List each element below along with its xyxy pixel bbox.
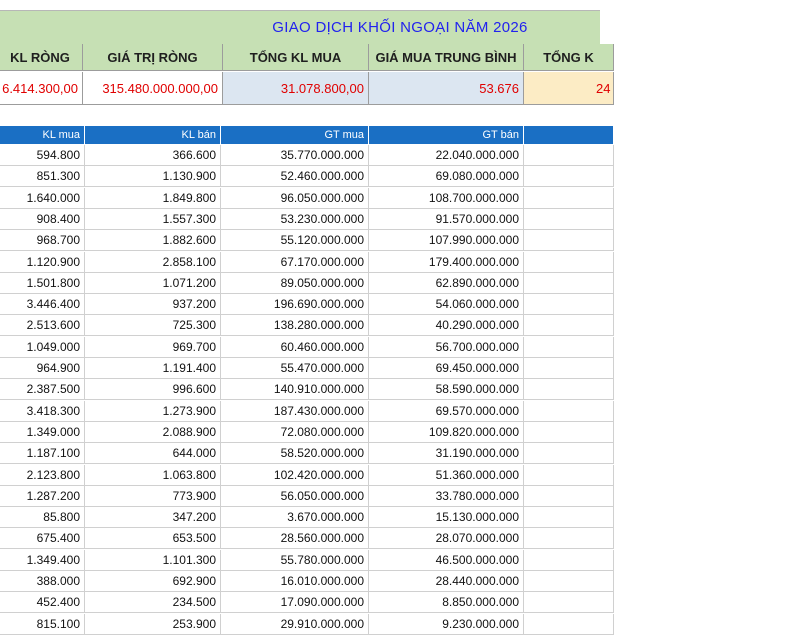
table-row <box>0 379 600 400</box>
table-cell[interactable]: 51.360.000.000 <box>369 465 524 486</box>
table-cell[interactable]: 69.080.000.000 <box>369 166 524 187</box>
table-row <box>0 507 600 528</box>
table-cell[interactable]: 1.557.300 <box>85 209 221 230</box>
table-cell[interactable]: 1.120.900 <box>0 252 85 273</box>
table-cell[interactable]: 1.287.200 <box>0 486 85 507</box>
table-cell[interactable] <box>524 315 614 336</box>
table-row <box>0 145 600 166</box>
table-cell[interactable]: 2.387.500 <box>0 379 85 400</box>
table-cell[interactable]: 3.670.000.000 <box>221 507 369 528</box>
table-cell[interactable]: 1.849.800 <box>85 188 221 209</box>
table-cell[interactable]: 85.800 <box>0 507 85 528</box>
table-cell[interactable]: 1.049.000 <box>0 337 85 358</box>
table-row <box>0 188 600 209</box>
table-cell[interactable] <box>524 422 614 443</box>
table-cell[interactable]: 347.200 <box>85 507 221 528</box>
table-row <box>0 294 600 315</box>
table-row <box>0 443 600 464</box>
table-cell[interactable]: 644.000 <box>85 443 221 464</box>
table-cell[interactable] <box>524 145 614 166</box>
table-cell[interactable]: 773.900 <box>85 486 221 507</box>
table-cell[interactable] <box>524 550 614 571</box>
table-cell[interactable] <box>524 209 614 230</box>
table-cell[interactable]: 996.600 <box>85 379 221 400</box>
table-cell[interactable] <box>524 465 614 486</box>
table-cell[interactable]: 234.500 <box>85 592 221 613</box>
table-cell[interactable]: 107.990.000.000 <box>369 230 524 251</box>
summary-header-0[interactable]: KL RÒNG <box>0 44 83 71</box>
table-cell[interactable]: 53.230.000.000 <box>221 209 369 230</box>
table-row <box>0 422 600 443</box>
table-cell[interactable]: 725.300 <box>85 315 221 336</box>
column-header-0[interactable]: KL mua <box>0 126 85 144</box>
summary-value-2[interactable]: 31.078.800,00 <box>223 72 369 105</box>
table-cell[interactable]: 29.910.000.000 <box>221 614 369 635</box>
table-cell[interactable]: 33.780.000.000 <box>369 486 524 507</box>
table-cell[interactable]: 908.400 <box>0 209 85 230</box>
table-cell[interactable] <box>524 273 614 294</box>
table-cell[interactable]: 3.418.300 <box>0 401 85 422</box>
table-cell[interactable]: 58.590.000.000 <box>369 379 524 400</box>
table-cell[interactable]: 15.130.000.000 <box>369 507 524 528</box>
table-cell[interactable]: 56.050.000.000 <box>221 486 369 507</box>
table-cell[interactable] <box>524 337 614 358</box>
summary-value-1[interactable]: 315.480.000.000,00 <box>83 72 223 105</box>
table-row <box>0 401 600 422</box>
table-cell[interactable]: 28.560.000.000 <box>221 528 369 549</box>
table-row <box>0 209 600 230</box>
table-cell[interactable]: 67.170.000.000 <box>221 252 369 273</box>
table-cell[interactable]: 253.900 <box>85 614 221 635</box>
table-row <box>0 166 600 187</box>
table-row <box>0 273 600 294</box>
table-cell[interactable] <box>524 443 614 464</box>
table-cell[interactable]: 8.850.000.000 <box>369 592 524 613</box>
column-header-2[interactable]: GT mua <box>221 126 369 144</box>
table-cell[interactable]: 62.890.000.000 <box>369 273 524 294</box>
table-cell[interactable]: 102.420.000.000 <box>221 465 369 486</box>
table-cell[interactable] <box>524 401 614 422</box>
table-cell[interactable]: 58.520.000.000 <box>221 443 369 464</box>
table-cell[interactable]: 452.400 <box>0 592 85 613</box>
table-cell[interactable]: 55.120.000.000 <box>221 230 369 251</box>
table-row <box>0 315 600 336</box>
table-row <box>0 528 600 549</box>
table-cell[interactable] <box>524 379 614 400</box>
summary-value-0[interactable]: 6.414.300,00 <box>0 72 83 105</box>
table-cell[interactable]: 69.570.000.000 <box>369 401 524 422</box>
table-cell[interactable]: 2.858.100 <box>85 252 221 273</box>
table-cell[interactable]: 91.570.000.000 <box>369 209 524 230</box>
table-cell[interactable]: 1.063.800 <box>85 465 221 486</box>
title-banner <box>0 10 600 45</box>
table-cell[interactable]: 28.440.000.000 <box>369 571 524 592</box>
summary-header-1[interactable]: GIÁ TRỊ RÒNG <box>83 44 223 71</box>
table-cell[interactable]: 196.690.000.000 <box>221 294 369 315</box>
table-cell[interactable]: 2.123.800 <box>0 465 85 486</box>
column-header-4[interactable] <box>524 126 614 144</box>
table-cell[interactable]: 46.500.000.000 <box>369 550 524 571</box>
table-cell[interactable] <box>524 614 614 635</box>
table-cell[interactable] <box>524 571 614 592</box>
table-cell[interactable] <box>524 294 614 315</box>
summary-header-4[interactable]: TỔNG K <box>524 44 614 71</box>
table-cell[interactable] <box>524 230 614 251</box>
table-row <box>0 337 600 358</box>
table-cell[interactable]: 937.200 <box>85 294 221 315</box>
table-cell[interactable]: 594.800 <box>0 145 85 166</box>
table-cell[interactable]: 2.088.900 <box>85 422 221 443</box>
table-cell[interactable]: 55.780.000.000 <box>221 550 369 571</box>
table-cell[interactable]: 653.500 <box>85 528 221 549</box>
table-cell[interactable]: 138.280.000.000 <box>221 315 369 336</box>
table-cell[interactable]: 692.900 <box>85 571 221 592</box>
table-cell[interactable]: 109.820.000.000 <box>369 422 524 443</box>
table-cell[interactable] <box>524 592 614 613</box>
column-header-3[interactable]: GT bán <box>369 126 524 144</box>
table-cell[interactable]: 69.450.000.000 <box>369 358 524 379</box>
table-cell[interactable]: 675.400 <box>0 528 85 549</box>
spacer-row <box>0 106 600 125</box>
table-cell[interactable]: 2.513.600 <box>0 315 85 336</box>
table-cell[interactable] <box>524 252 614 273</box>
table-row <box>0 614 600 635</box>
table-cell[interactable]: 52.460.000.000 <box>221 166 369 187</box>
table-cell[interactable]: 969.700 <box>85 337 221 358</box>
table-cell[interactable]: 54.060.000.000 <box>369 294 524 315</box>
summary-value-4[interactable]: 24 <box>524 72 614 105</box>
table-cell[interactable]: 815.100 <box>0 614 85 635</box>
table-row <box>0 230 600 251</box>
table-cell[interactable]: 851.300 <box>0 166 85 187</box>
table-cell[interactable]: 56.700.000.000 <box>369 337 524 358</box>
table-cell[interactable]: 55.470.000.000 <box>221 358 369 379</box>
table-cell[interactable]: 9.230.000.000 <box>369 614 524 635</box>
table-cell[interactable]: 35.770.000.000 <box>221 145 369 166</box>
summary-header-2[interactable]: TỔNG KL MUA <box>223 44 369 71</box>
table-cell[interactable]: 968.700 <box>0 230 85 251</box>
table-cell[interactable] <box>524 486 614 507</box>
table-cell[interactable]: 60.460.000.000 <box>221 337 369 358</box>
table-row <box>0 252 600 273</box>
table-cell[interactable] <box>524 507 614 528</box>
table-cell[interactable]: 22.040.000.000 <box>369 145 524 166</box>
table-cell[interactable] <box>524 528 614 549</box>
table-row <box>0 571 600 592</box>
table-cell[interactable] <box>524 188 614 209</box>
table-cell[interactable]: 1.191.400 <box>85 358 221 379</box>
table-cell[interactable]: 388.000 <box>0 571 85 592</box>
table-cell[interactable]: 187.430.000.000 <box>221 401 369 422</box>
table-cell[interactable]: 96.050.000.000 <box>221 188 369 209</box>
table-cell[interactable]: 1.882.600 <box>85 230 221 251</box>
sheet-title: GIAO DỊCH KHỐI NGOẠI NĂM 2026 <box>272 19 528 36</box>
table-cell[interactable]: 17.090.000.000 <box>221 592 369 613</box>
table-cell[interactable]: 1.501.800 <box>0 273 85 294</box>
table-row <box>0 358 600 379</box>
table-cell[interactable]: 1.273.900 <box>85 401 221 422</box>
table-cell[interactable]: 1.130.900 <box>85 166 221 187</box>
table-cell[interactable]: 31.190.000.000 <box>369 443 524 464</box>
table-cell[interactable]: 108.700.000.000 <box>369 188 524 209</box>
table-cell[interactable]: 89.050.000.000 <box>221 273 369 294</box>
table-cell[interactable]: 1.101.300 <box>85 550 221 571</box>
table-row <box>0 486 600 507</box>
summary-header-3[interactable]: GIÁ MUA TRUNG BÌNH <box>369 44 524 71</box>
table-cell[interactable]: 40.290.000.000 <box>369 315 524 336</box>
table-row <box>0 550 600 571</box>
table-cell[interactable]: 72.080.000.000 <box>221 422 369 443</box>
table-row <box>0 592 600 613</box>
table-row <box>0 465 600 486</box>
summary-value-3[interactable]: 53.676 <box>369 72 524 105</box>
table-cell[interactable]: 1.349.400 <box>0 550 85 571</box>
table-cell[interactable]: 1.187.100 <box>0 443 85 464</box>
table-cell[interactable]: 28.070.000.000 <box>369 528 524 549</box>
table-cell[interactable]: 1.071.200 <box>85 273 221 294</box>
table-cell[interactable]: 964.900 <box>0 358 85 379</box>
table-cell[interactable]: 179.400.000.000 <box>369 252 524 273</box>
table-cell[interactable]: 366.600 <box>85 145 221 166</box>
table-cell[interactable]: 1.640.000 <box>0 188 85 209</box>
table-cell[interactable]: 1.349.000 <box>0 422 85 443</box>
table-cell[interactable] <box>524 166 614 187</box>
column-header-1[interactable]: KL bán <box>85 126 221 144</box>
table-cell[interactable]: 3.446.400 <box>0 294 85 315</box>
table-cell[interactable]: 140.910.000.000 <box>221 379 369 400</box>
table-cell[interactable]: 16.010.000.000 <box>221 571 369 592</box>
table-cell[interactable] <box>524 358 614 379</box>
